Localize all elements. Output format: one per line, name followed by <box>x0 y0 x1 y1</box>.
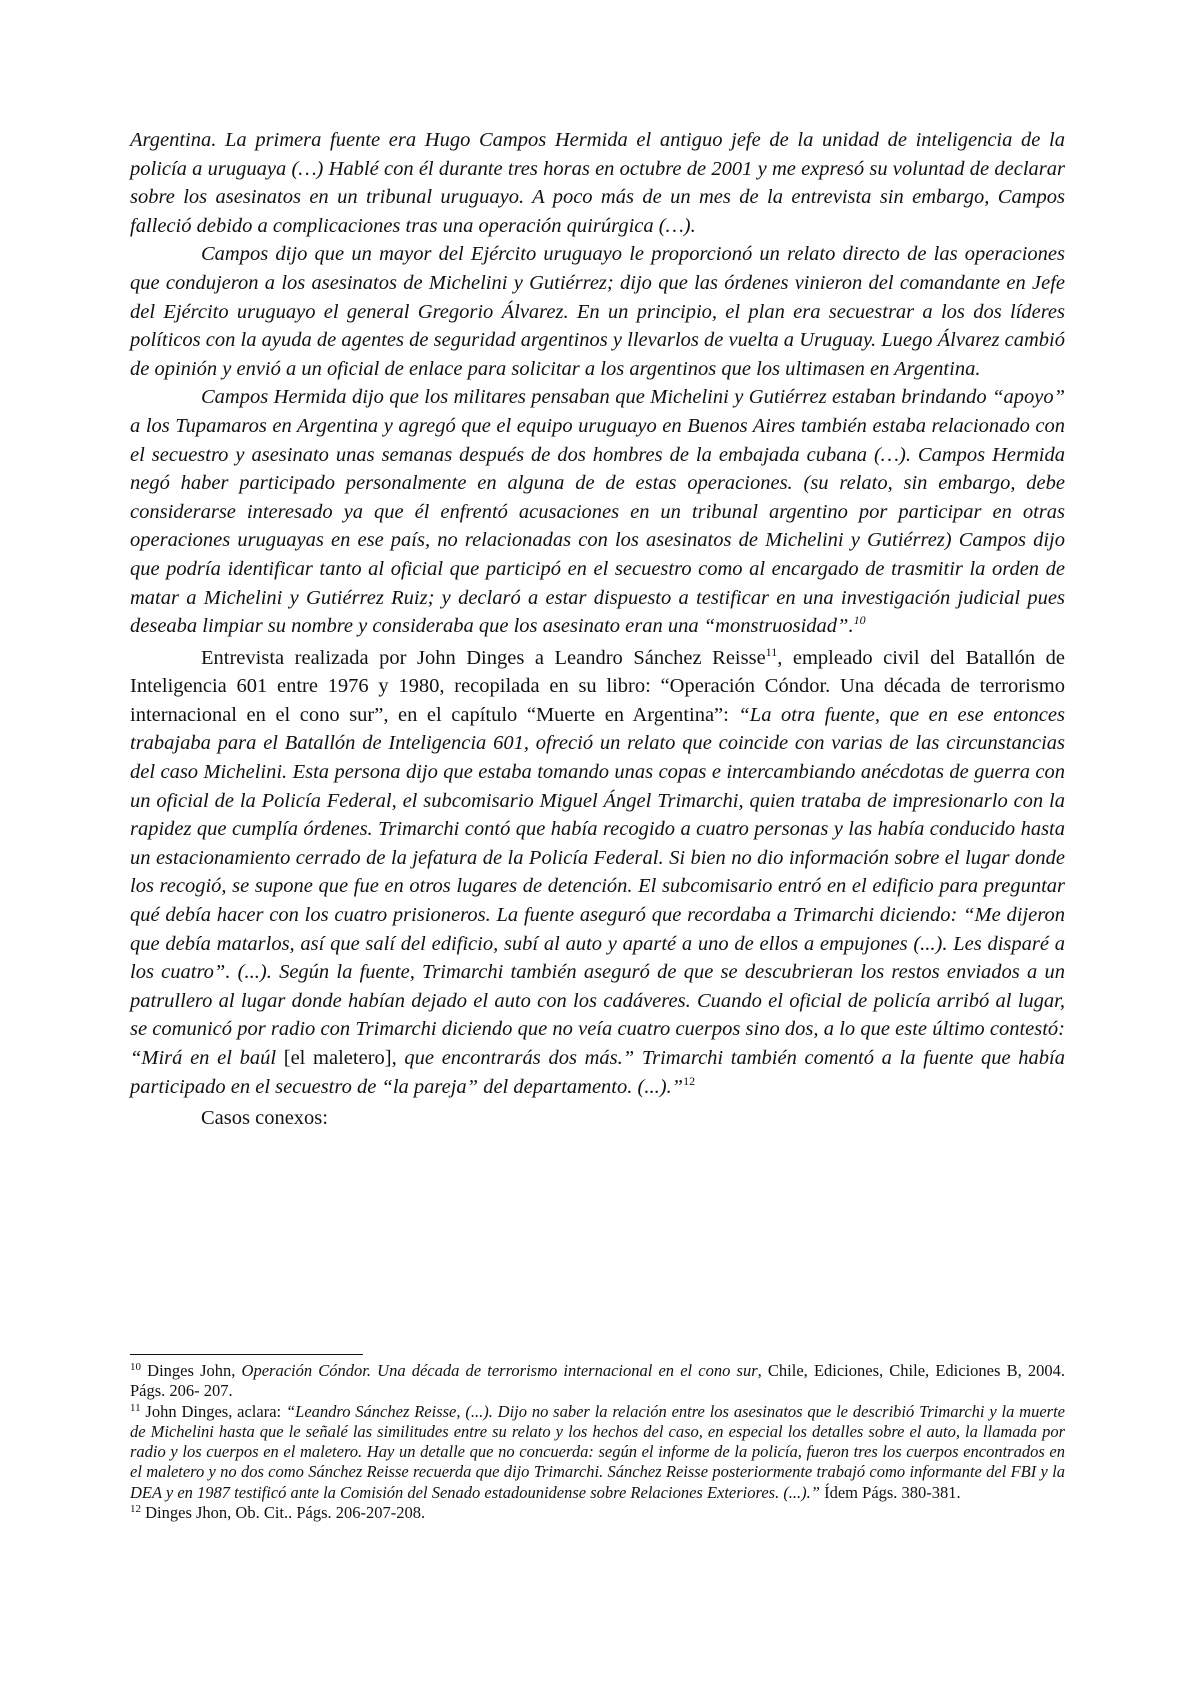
paragraph-campos-account <box>130 240 1065 383</box>
footnote-divider <box>130 1354 363 1355</box>
paragraph-text: Entrevista realizada por John Dinges a Leandro Sánchez Reisse <box>201 646 766 669</box>
paragraph-text: Casos conexos: <box>201 1107 328 1130</box>
footnote-number: 11 <box>130 1401 141 1414</box>
footnote-11 <box>130 1402 1065 1503</box>
paragraph-text: Argentina. La primera fuente era Hugo Campos Hermida el antiguo jefe de la unidad de inteligencia de la policía a uruguaya (…) Hablé con él durante tres horas en octubre de 2001 y me expresó su voluntad de declarar sobre los asesinatos en un tribunal uruguayo. A poco más de un mes de la entrevista sin embargo, Campos falleció debido a complicaciones tras una operación quirúrgica (…). <box>130 129 1065 237</box>
paragraph-text: , empleado civil del Batallón de Inteligencia 601 entre 1976 y 1980, recopilada en su libro: “Operación Cóndor. Una década de terrorismo internacional en el cono sur”, en el capítulo “Muerte en Argentina”: <box>130 646 1065 726</box>
footnote-number: 10 <box>130 1361 141 1373</box>
paragraph-text: Campos dijo que un mayor del Ejército uruguayo le proporcionó un relato directo de las operaciones que condujeron a los asesinatos de Michelini y Gutiérrez; dijo que las órdenes vinieron del comandante en Jefe del Ejército uruguayo el general Gregorio Álvarez. En un principio, el plan era secuestrar a los dos líderes políticos con la ayuda de agentes de seguridad argentinos y llevarlos de vuelta a Uruguay. Luego Álvarez cambió de opinión y envió a un oficial de enlace para solicitar a los argentinos que los ultimasen en Argentina. <box>130 243 1065 380</box>
document-body <box>130 126 1065 1133</box>
footnote-ref-11[interactable]: 11 <box>765 644 778 659</box>
editorial-bracket: [el maletero], <box>276 1047 405 1069</box>
paragraph-interview <box>130 644 1065 1102</box>
footnote-text: Dinges John, <box>141 1361 242 1380</box>
paragraph-campos-hermida <box>130 383 1065 640</box>
footnotes-section <box>130 1354 1065 1523</box>
quoted-text: que encontrarás dos más.” Trimarchi también comentó a la fuente que había participado en el secuestro de “la pareja” del departamento. (...).” <box>130 1047 1065 1098</box>
footnote-10 <box>130 1361 1065 1402</box>
footnote-ref-10[interactable]: 10 <box>853 613 866 628</box>
paragraph-text: Campos Hermida dijo que los militares pensaban que Michelini y Gutiérrez estaban brindando “apoyo” a los Tupamaros en Argentina y agregó que el equipo uruguayo en Buenos Aires también estaba relacionado con el secuestro y asesinato unas semanas después de dos hombres de la embajada cubana (…). Campos Hermida negó haber participado personalmente en alguna de de estas operaciones. (su relato, sin embargo, debe considerarse interesado ya que él enfrentó acusaciones en un tribunal argentino por participar en otras operaciones uruguayas en ese país, no relacionadas con los asesinatos de Michelini y Gutiérrez) Campos dijo que podría identificar tanto al oficial que participó en el secuestro como al encargado de trasmitir la orden de matar a Michelini y Gutiérrez Ruiz; y declaró a estar dispuesto a testificar en una investigación judicial pues deseaba limpiar su nombre y consideraba que los asesinato eran una “monstruosidad”. <box>130 386 1065 638</box>
footnote-text: Operación Cóndor. Una década de terrorismo internacional en el cono sur <box>241 1361 758 1380</box>
paragraph-quote-continuation <box>130 126 1065 240</box>
footnote-number: 12 <box>130 1503 141 1516</box>
footnote-text: John Dinges, aclara: <box>140 1401 286 1421</box>
footnote-text: Ídem Págs. 380-381. <box>819 1482 961 1502</box>
footnote-text: “Leandro Sánchez Reisse, (...). Dijo no saber la relación entre los asesinatos que le describió Trimarchi y la muerte de Michelini hasta que le señalé las similitudes entre su relato y los hechos del caso, en especial los detalles sobre el auto, la llamada por radio y los cuerpos en el maletero. Hay un detalle que no concuerda: según el informe de la policía, fueron tres los cuerpos encontrados en el maletero y no dos como Sánchez Reisse recuerda que dijo Trimarchi. Sánchez Reisse posteriormente trabajó como informante del FBI y la DEA y en 1987 testificó ante la Comisión del Senado estadounidense sobre Relaciones Exteriores. (...).” <box>130 1401 1065 1502</box>
footnote-ref-12[interactable]: 12 <box>683 1073 696 1088</box>
footnote-text: Dinges Jhon, Ob. Cit.. Págs. 206-207-208. <box>141 1503 426 1523</box>
footnote-text: , Chile, Ediciones, Chile, Ediciones B, 2004. Págs. 206- 207. <box>130 1361 1065 1401</box>
quoted-text: “La otra fuente, que en ese entonces trabajaba para el Batallón de Inteligencia 601, ofreció un relato que coincide con varias de las circunstancias del caso Michelini. Esta persona dijo que estaba tomando unas copas e intercambiando anécdotas de guerra con un oficial de la Policía Federal, el subcomisario Miguel Ángel Trimarchi, quien trataba de impresionarlo con la rapidez que cumplía órdenes. Trimarchi contó que había recogido a cuatro personas y las había conducido hasta un estacionamiento cerrado de la jefatura de la Policía Federal. Si bien no dio información sobre el lugar donde los recogió, se supone que fue en otros lugares de detención. El subcomisario entró en el edificio para preguntar qué debía hacer con los cuatro prisioneros. La fuente aseguró que recordaba a Trimarchi diciendo: “Me dijeron que debía matarlos, así que salí del edificio, subí al auto y aparté a uno de ellos a empujones (...). Les disparé a los cuatro”. (...). Según la fuente, Trimarchi también aseguró de que se descubrieran los restos enviados a un patrullero al lugar donde habían dejado el auto con los cadáveres. Cuando el oficial de policía arribó al lugar, se comunicó por radio con Trimarchi diciendo que no veía cuatro cuerpos sino dos, a lo que este último contestó: “Mirá en el baúl <box>130 703 1065 1069</box>
paragraph-related-cases <box>130 1104 1065 1133</box>
footnote-list <box>130 1361 1065 1523</box>
footnote-12 <box>130 1503 1065 1523</box>
